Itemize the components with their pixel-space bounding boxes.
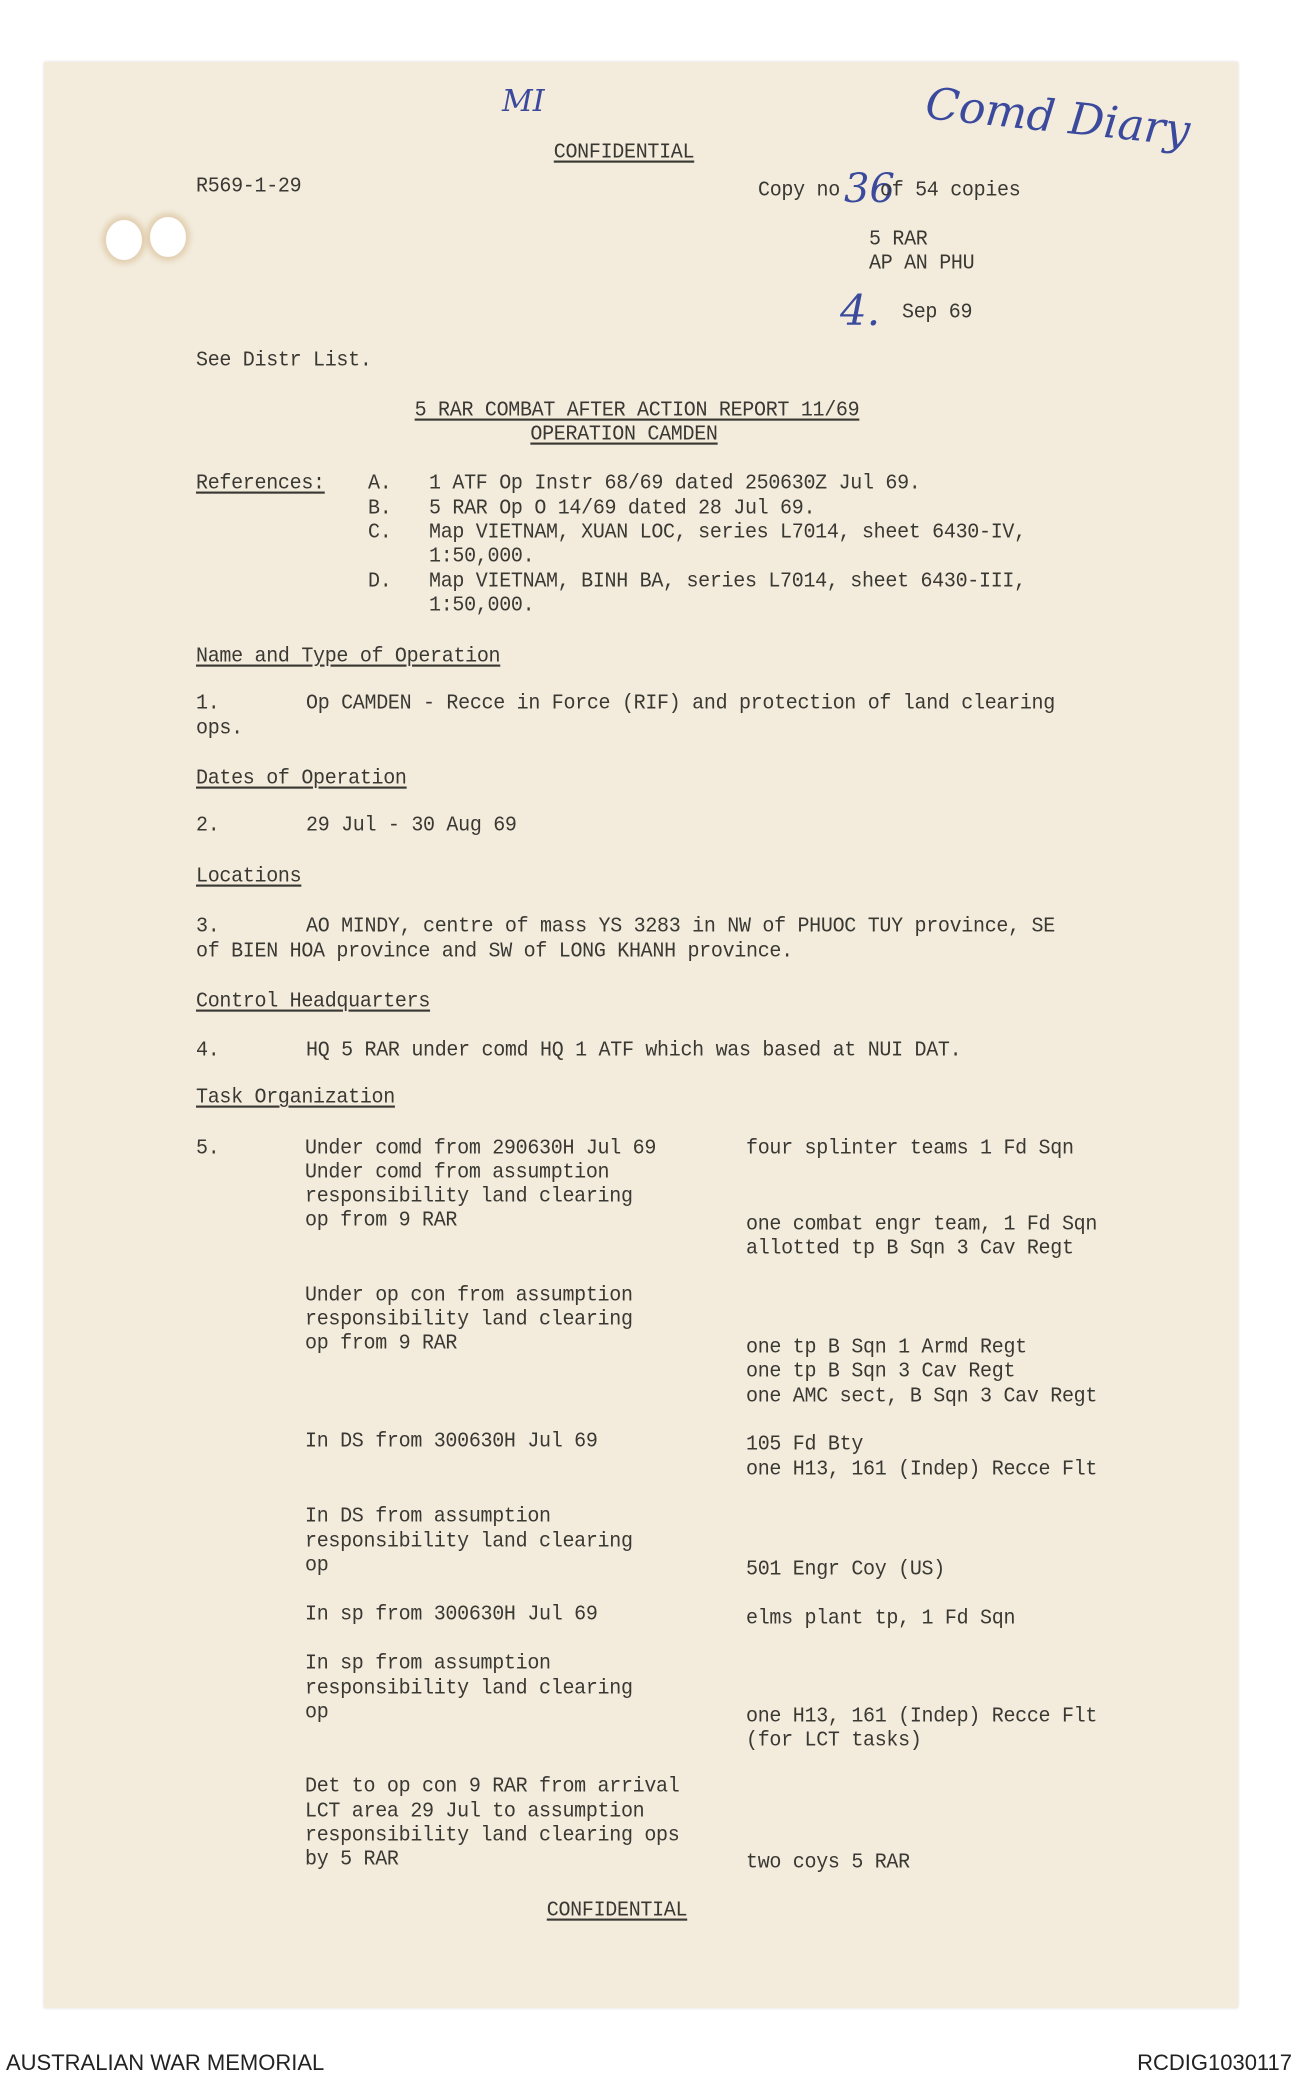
task-org-arrangement: LCT area 29 Jul to assumption — [305, 1799, 645, 1824]
paragraph-number: 5. — [196, 1136, 220, 1161]
section-heading: Dates of Operation — [196, 766, 407, 791]
task-org-arrangement: In DS from 300630H Jul 69 — [305, 1429, 598, 1454]
section-heading: Control Headquarters — [196, 989, 431, 1014]
section-heading: Locations — [196, 864, 302, 889]
reference-text: Map VIETNAM, XUAN LOC, series L7014, sheet 6430-IV, — [429, 520, 1026, 545]
task-org-unit: one tp B Sqn 1 Armd Regt — [746, 1335, 1027, 1360]
paragraph-text: AO MINDY, centre of mass YS 3283 in NW of PHUOC TUY province, SE — [306, 914, 1055, 939]
reference-text: 1:50,000. — [429, 593, 535, 618]
handwritten-day: 4. — [840, 286, 881, 335]
distribution-note: See Distr List. — [196, 348, 372, 373]
task-org-arrangement: In sp from 300630H Jul 69 — [305, 1602, 598, 1627]
paragraph-text: HQ 5 RAR under comd HQ 1 ATF which was based at NUI DAT. — [306, 1038, 962, 1063]
references-label: References: — [196, 471, 325, 496]
task-org-unit: one H13, 161 (Indep) Recce Flt — [746, 1704, 1098, 1729]
reference-text: Map VIETNAM, BINH BA, series L7014, sheet 6430-III, — [429, 569, 1026, 594]
task-org-arrangement: Under comd from assumption — [305, 1160, 610, 1185]
paragraph-number: 3. — [196, 914, 220, 939]
footer-id: RCDIG1030117 — [1137, 2050, 1292, 2075]
copy-count: of 54 copies — [880, 178, 1021, 203]
reference-text: 1 ATF Op Instr 68/69 dated 250630Z Jul 69. — [429, 471, 921, 496]
task-org-arrangement: Det to op con 9 RAR from arrival — [305, 1774, 680, 1799]
task-org-arrangement: In DS from assumption — [305, 1504, 551, 1529]
paragraph-number: 1. — [196, 691, 220, 716]
reference-text: 1:50,000. — [429, 544, 535, 569]
reference-text: 5 RAR Op O 14/69 dated 28 Jul 69. — [429, 496, 816, 521]
unit-location: AP AN PHU — [869, 251, 975, 276]
handwritten-comd-diary: Comd Diary — [923, 78, 1193, 157]
task-org-arrangement: responsibility land clearing ops — [305, 1823, 680, 1848]
task-org-arrangement: Under op con from assumption — [305, 1283, 633, 1308]
task-org-arrangement: op — [305, 1700, 329, 1725]
task-org-arrangement: responsibility land clearing — [305, 1529, 633, 1554]
task-org-unit: (for LCT tasks) — [746, 1728, 922, 1753]
paragraph-number: 4. — [196, 1038, 220, 1063]
task-org-unit: four splinter teams 1 Fd Sqn — [746, 1136, 1074, 1161]
task-org-unit: elms plant tp, 1 Fd Sqn — [746, 1606, 1016, 1631]
punch-hole — [106, 220, 142, 260]
section-heading: Name and Type of Operation — [196, 644, 501, 669]
task-org-arrangement: responsibility land clearing — [305, 1307, 633, 1332]
paragraph-text: ops. — [196, 716, 243, 741]
task-org-unit: two coys 5 RAR — [746, 1850, 910, 1875]
task-org-unit: one AMC sect, B Sqn 3 Cav Regt — [746, 1384, 1098, 1409]
task-org-arrangement: Under comd from 290630H Jul 69 — [305, 1136, 657, 1161]
handwritten-mi: MI — [502, 84, 545, 119]
paragraph-text: 29 Jul - 30 Aug 69 — [306, 813, 517, 838]
unit-name: 5 RAR — [869, 227, 928, 252]
operation-name: OPERATION CAMDEN — [530, 422, 718, 447]
task-org-arrangement: op from 9 RAR — [305, 1208, 458, 1233]
task-org-arrangement: In sp from assumption — [305, 1651, 551, 1676]
reference-letter: A. — [368, 471, 392, 496]
file-reference: R569-1-29 — [196, 174, 302, 199]
footer-source: AUSTRALIAN WAR MEMORIAL — [6, 2050, 325, 2075]
reference-letter: B. — [368, 496, 392, 521]
task-org-unit: one H13, 161 (Indep) Recce Flt — [746, 1457, 1098, 1482]
copy-number-label: Copy no — [758, 178, 840, 203]
task-org-unit: one combat engr team, 1 Fd Sqn — [746, 1212, 1098, 1237]
classification-bottom: CONFIDENTIAL — [546, 1898, 688, 1923]
punch-hole — [150, 217, 186, 257]
paragraph-text: of BIEN HOA province and SW of LONG KHANH province. — [196, 939, 793, 964]
task-org-arrangement: by 5 RAR — [305, 1847, 399, 1872]
paragraph-number: 2. — [196, 813, 220, 838]
task-org-arrangement: op — [305, 1553, 329, 1578]
task-org-arrangement: responsibility land clearing — [305, 1184, 633, 1209]
task-org-arrangement: op from 9 RAR — [305, 1331, 458, 1356]
paragraph-text: Op CAMDEN - Recce in Force (RIF) and protection of land clearing — [306, 691, 1055, 716]
task-org-unit: one tp B Sqn 3 Cav Regt — [746, 1359, 1016, 1384]
reference-letter: D. — [368, 569, 392, 594]
classification-top: CONFIDENTIAL — [553, 140, 695, 165]
report-title: 5 RAR COMBAT AFTER ACTION REPORT 11/69 — [414, 398, 860, 423]
handwritten-copy-number: 36 — [844, 166, 895, 212]
task-org-unit: 501 Engr Coy (US) — [746, 1557, 945, 1582]
reference-letter: C. — [368, 520, 392, 545]
section-heading: Task Organization — [196, 1085, 395, 1110]
task-org-arrangement: responsibility land clearing — [305, 1676, 633, 1701]
task-org-unit: 105 Fd Bty — [746, 1432, 864, 1457]
task-org-unit: allotted tp B Sqn 3 Cav Regt — [746, 1236, 1074, 1261]
document-date: Sep 69 — [902, 300, 973, 325]
